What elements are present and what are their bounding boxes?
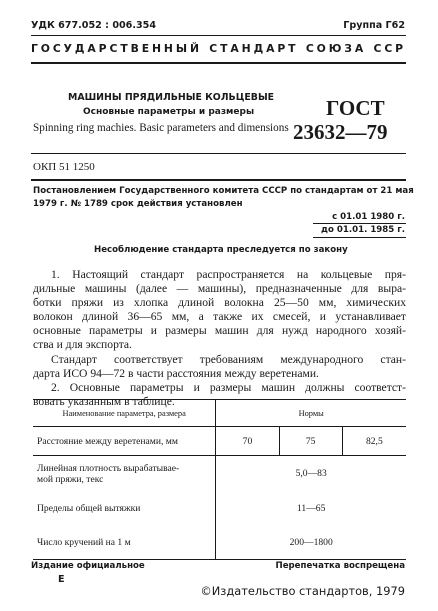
table-header-param: Наименование параметра, размера [33,400,216,427]
divider-title [31,153,406,154]
table-header-row [33,400,406,427]
divider-okp [31,179,406,181]
header-rule-bottom [31,62,406,64]
paragraph-2-line: дарта ИСО 94—72 в части расстояния между веретенами. [33,367,319,380]
okp-code: ОКП 51 1250 [33,161,95,173]
decree-date-to: до 01.01. 1985 г. [321,225,405,235]
table-row-name: Пределы общей вытяжки [33,492,216,526]
reprint-prohibited: Перепечатка воспрещена [275,561,405,571]
paragraph-1-line: ства и для экспорта. [33,338,132,351]
table-row-name: Число кручений на 1 м [33,526,216,560]
decree-underline-from [313,223,406,224]
table-row-name: Расстояние между веретенами, мм [33,427,216,456]
paragraph-1-line: волокон длиной 36—65 мм, а также их смесей, и устанавливает [33,310,406,323]
decree-line-2: 1979 г. № 1789 срок действия установлен [33,199,243,209]
table-header-norms: Нормы [298,408,324,418]
paragraph-3-line: вовать указанным в таблице. [33,395,175,408]
state-standard-heading: ГОСУДАРСТВЕННЫЙ СТАНДАРТ СОЮЗА ССР [31,42,406,55]
edition-letter: Е [58,574,65,585]
paragraph-1-line: дильные машины (далее — машины), предназначенные для выра- [33,282,406,295]
table-cell-value: 82,5 [365,435,383,447]
table-row-name-line: Линейная плотность вырабатывае- [37,462,180,474]
table-cell-value: 75 [279,427,342,456]
paragraph-1 [33,268,406,352]
table-cell-value: 5,0—83 [295,468,327,480]
table-row-name-line: мой пряжи, текс [37,473,104,485]
table-cell-value: 200—1800 [289,536,333,548]
paragraph-2-line: Стандарт соответствует требованиям международного стан- [51,353,406,366]
gost-number: 23632—79 [293,120,388,144]
copyright: ©Издательство стандартов, 1979 [200,584,405,598]
title-en: Spinning ring machies. Basic parameters and dimensions [33,122,289,134]
official-edition: Издание официальное [31,561,145,571]
decree-line-1: Постановлением Государственного комитета СССР по стандартам от 21 мая [33,186,414,196]
paragraph-1-line: 1. Настоящий стандарт распространяется на кольцевые пря- [51,268,406,281]
subtitle-ru: Основные параметры и размеры [83,107,255,117]
law-warning: Несоблюдение стандарта преследуется по закону [94,245,348,255]
decree-underline-to [313,237,406,238]
title-ru: МАШИНЫ ПРЯДИЛЬНЫЕ КОЛЬЦЕВЫЕ [68,92,275,103]
parameters-table [33,399,406,560]
decree-date-from: с 01.01 1980 г. [332,212,405,222]
table-row-name [33,456,216,492]
paragraph-1-line: ботки пряжи из хлопка длиной волокна 25—50 мм, химических [33,296,406,309]
table-cell-value: 70 [216,427,279,456]
paragraph-3-line: 2. Основные параметры и размеры машин должны соответст- [51,381,406,394]
table-row [33,526,406,560]
header-rule-top [31,35,406,36]
paragraph-2 [33,353,406,381]
udk-code: УДК 677.052 : 006.354 [31,20,157,31]
table-row [33,456,406,492]
table-row [33,427,406,456]
table-row [33,492,406,526]
paragraph-1-line: основные параметры и размеры машин для нужд народного хозяй- [33,324,406,337]
group-code: Группа Г62 [343,20,405,31]
table-cell-value: 11—65 [296,503,326,514]
gost-label: ГОСТ [326,96,385,120]
